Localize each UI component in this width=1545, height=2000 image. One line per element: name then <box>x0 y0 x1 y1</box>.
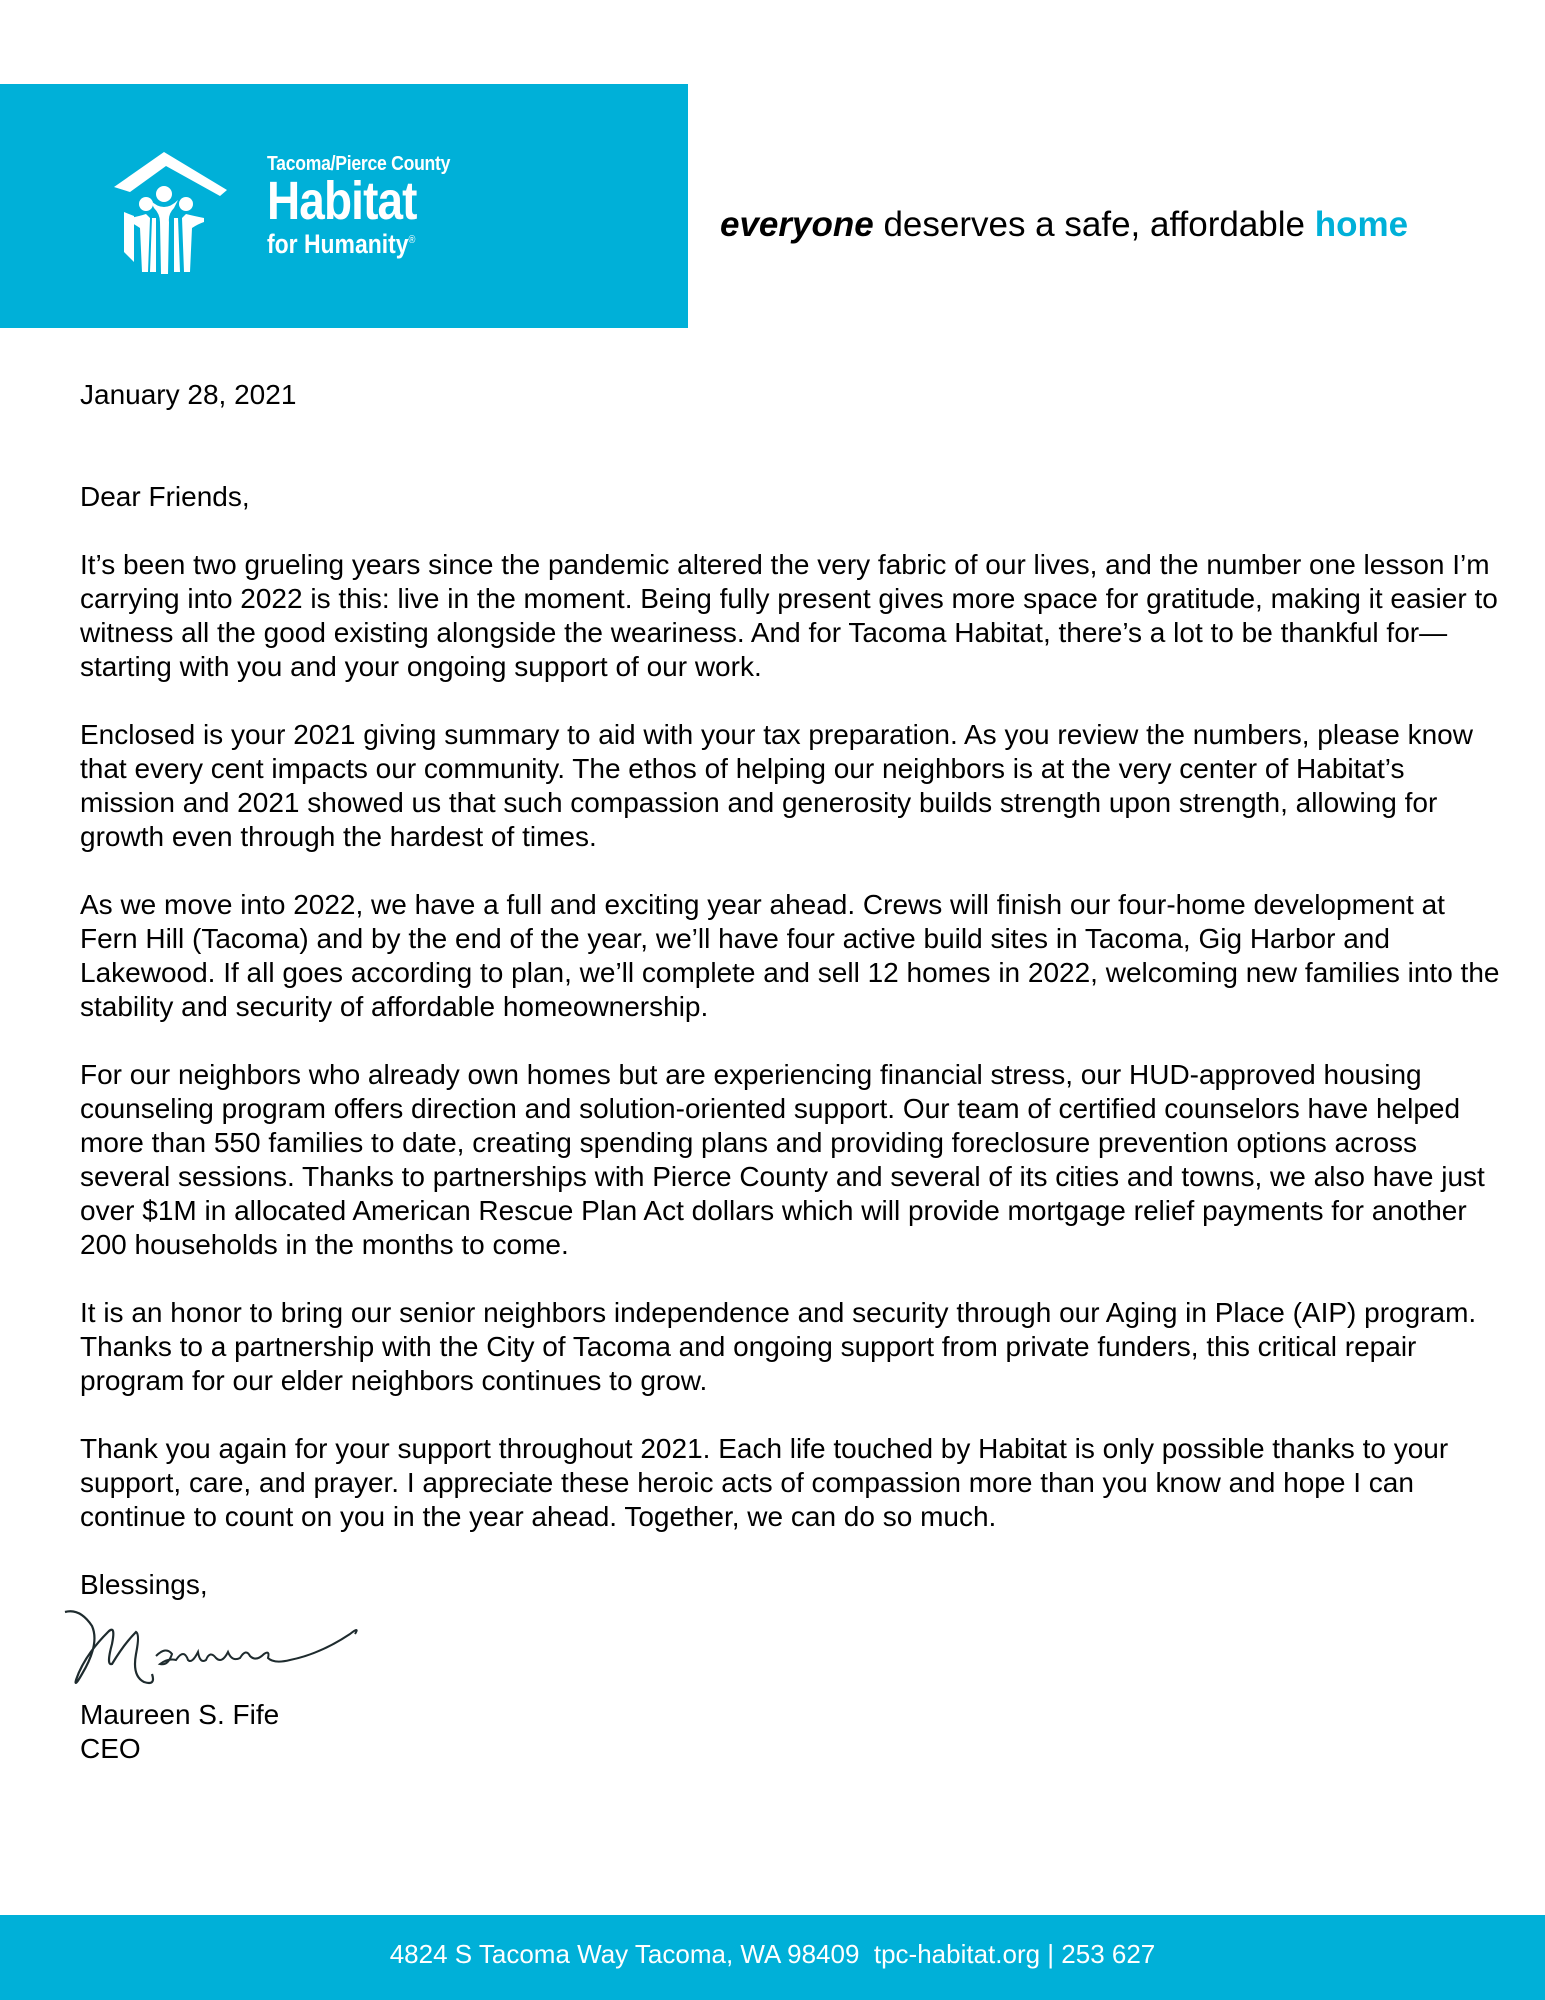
tagline <box>720 205 1408 245</box>
habitat-logo <box>112 152 532 277</box>
footer-bar <box>0 1915 1545 2000</box>
logo-line3 <box>267 226 444 258</box>
closing: Blessings, <box>80 1569 208 1600</box>
header-banner <box>0 84 688 328</box>
registered-mark: ® <box>408 234 416 246</box>
paragraph: For our neighbors who already own homes but are experiencing financial stress, our HUD-approved housing counseling program offers direction and solution-oriented support. Our team of certified counselors have helped more than 550 families to date, creating spending plans and providing foreclosure prevention options across several sessions. Thanks to partnerships with Pierce County and several of its cities and towns, we also have just over $1M in allocated American Rescue Plan Act dollars which will provide mortgage relief payments for another 200 households in the months to come. <box>80 1059 1485 1260</box>
signer-name: Maureen S. Fife <box>80 1699 280 1730</box>
logo-for-humanity: for Humanity <box>267 229 409 259</box>
tagline-middle: deserves a safe, affordable <box>873 205 1315 244</box>
handwritten-signature-icon <box>60 1604 390 1694</box>
footer-contact: 4824 S Tacoma Way Tacoma, WA 98409 tpc-habitat.org | 253 627 <box>389 1939 1156 1969</box>
habitat-house-people-icon <box>112 152 262 277</box>
paragraph: It is an honor to bring our senior neighbors independence and security through our Aging in Place (AIP) program. Thanks to a partnership with the City of Tacoma and ongoing support from private funders, this critical repair program for our elder neighbors continues to grow. <box>80 1297 1477 1396</box>
logo-subtitle: Tacoma/Pierce County <box>267 153 451 175</box>
paragraph: Enclosed is your 2021 giving summary to aid with your tax preparation. As you review the numbers, please know that every cent impacts our community. The ethos of helping our neighbors is at the very center of Habitat’s mission and 2021 showed us that such compassion and generosity builds strength upon strength, allowing for growth even through the hardest of times. <box>80 719 1473 852</box>
paragraph: Thank you again for your support throughout 2021. Each life touched by Habitat is only possible thanks to your support, care, and prayer. I appreciate these heroic acts of compassion more than you know and hope I can continue to count on you in the year ahead. Together, we can do so much. <box>80 1433 1449 1532</box>
tagline-highlight: home <box>1314 205 1409 244</box>
letter-body <box>80 378 1500 1766</box>
logo-title: Habitat <box>267 171 417 231</box>
paragraph: It’s been two grueling years since the pandemic altered the very fabric of our lives, and the number one lesson I’m carrying into 2022 is this: live in the moment. Being fully present gives more space for gratitude, making it easier to witness all the good existing alongside the weariness. And for Tacoma Habitat, there’s a lot to be thankful for—starting with you and your ongoing support of our work. <box>80 549 1498 682</box>
signer-title: CEO <box>80 1733 141 1764</box>
tagline-emphasis: everyone <box>720 205 874 244</box>
salutation: Dear Friends, <box>80 481 250 512</box>
paragraph: As we move into 2022, we have a full and exciting year ahead. Crews will finish our four-home development at Fern Hill (Tacoma) and by the end of the year, we’ll have four active build sites in Tacoma, Gig Harbor and Lakewood. If all goes according to plan, we’ll complete and sell 12 homes in 2022, welcoming new families into the stability and security of affordable homeownership. <box>80 889 1500 1022</box>
letter-date: January 28, 2021 <box>80 379 297 410</box>
